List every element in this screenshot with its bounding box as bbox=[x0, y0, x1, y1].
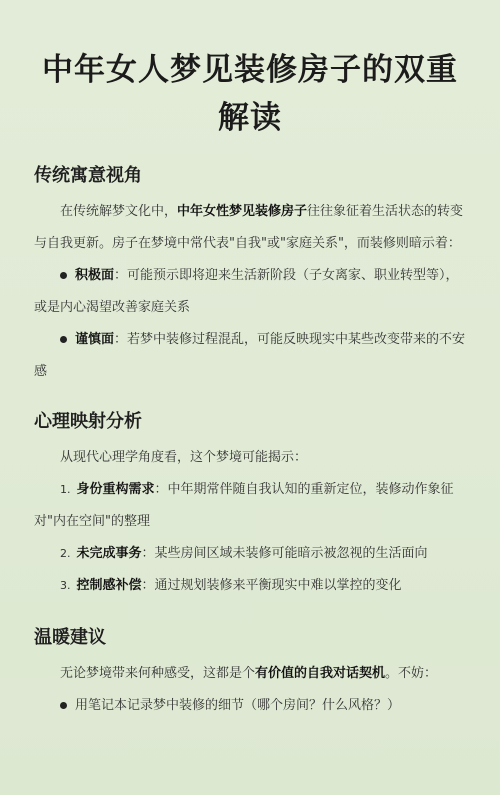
intro-text-bold: 有价值的自我对话契机 bbox=[255, 666, 386, 681]
intro-text-pre: 在传统解梦文化中， bbox=[60, 204, 178, 219]
item-text: 用笔记本记录梦中装修的细节（哪个房间？什么风格？） bbox=[75, 698, 401, 713]
list-item bbox=[34, 324, 466, 388]
section-traditional bbox=[34, 164, 466, 388]
item-text: ：通过规划装修来平衡现实中难以掌控的变化 bbox=[141, 578, 402, 593]
page-title: 中年女人梦见装修房子的双重解读 bbox=[42, 52, 458, 136]
item-text: ：中年期常伴随自我认知的重新定位，装修动作象征对"内在空间"的整理 bbox=[34, 482, 454, 529]
section-intro bbox=[34, 196, 466, 260]
section-intro: 从现代心理学角度看，这个梦境可能揭示： bbox=[60, 450, 308, 465]
item-label: 身份重构需求 bbox=[76, 482, 155, 497]
item-text: ：某些房间区域未装修可能暗示被忽视的生活面向 bbox=[141, 546, 428, 561]
list-item bbox=[34, 474, 466, 538]
list-item bbox=[34, 690, 466, 722]
item-text: ：可能预示即将迎来生活新阶段（子女离家、职业转型等），或是内心渴望改善家庭关系 bbox=[34, 268, 459, 315]
item-number: 3. bbox=[60, 579, 71, 592]
item-number: 2. bbox=[60, 547, 71, 560]
item-label: 积极面 bbox=[75, 268, 115, 283]
list-item bbox=[34, 260, 466, 324]
section-advice bbox=[34, 626, 466, 722]
section-psychology bbox=[34, 410, 466, 602]
intro-text-post: 往往象征着生活状态的转变与自我更新。房子在梦境中常代表"自我"或"家庭关系"，而装修则暗示着： bbox=[34, 204, 464, 251]
bullet-icon bbox=[60, 272, 67, 279]
intro-text-bold: 中年女性梦见装修房子 bbox=[177, 204, 308, 219]
section-heading: 心理映射分析 bbox=[34, 411, 142, 432]
bullet-icon bbox=[60, 336, 67, 343]
item-number: 1. bbox=[60, 483, 71, 496]
item-label: 谨慎面 bbox=[75, 332, 115, 347]
intro-text-post: 。不妨： bbox=[385, 666, 438, 681]
intro-text-pre: 无论梦境带来何种感受，这都是个 bbox=[60, 666, 256, 681]
section-heading: 传统寓意视角 bbox=[34, 165, 142, 186]
section-heading: 温暖建议 bbox=[34, 627, 106, 648]
item-label: 控制感补偿 bbox=[76, 578, 142, 593]
item-label: 未完成事务 bbox=[76, 546, 142, 561]
section-intro bbox=[34, 658, 466, 690]
bullet-icon bbox=[60, 702, 67, 709]
list-item bbox=[34, 570, 466, 602]
item-text: ：若梦中装修过程混乱，可能反映现实中某些改变带来的不安感 bbox=[34, 332, 466, 379]
list-item bbox=[34, 538, 466, 570]
